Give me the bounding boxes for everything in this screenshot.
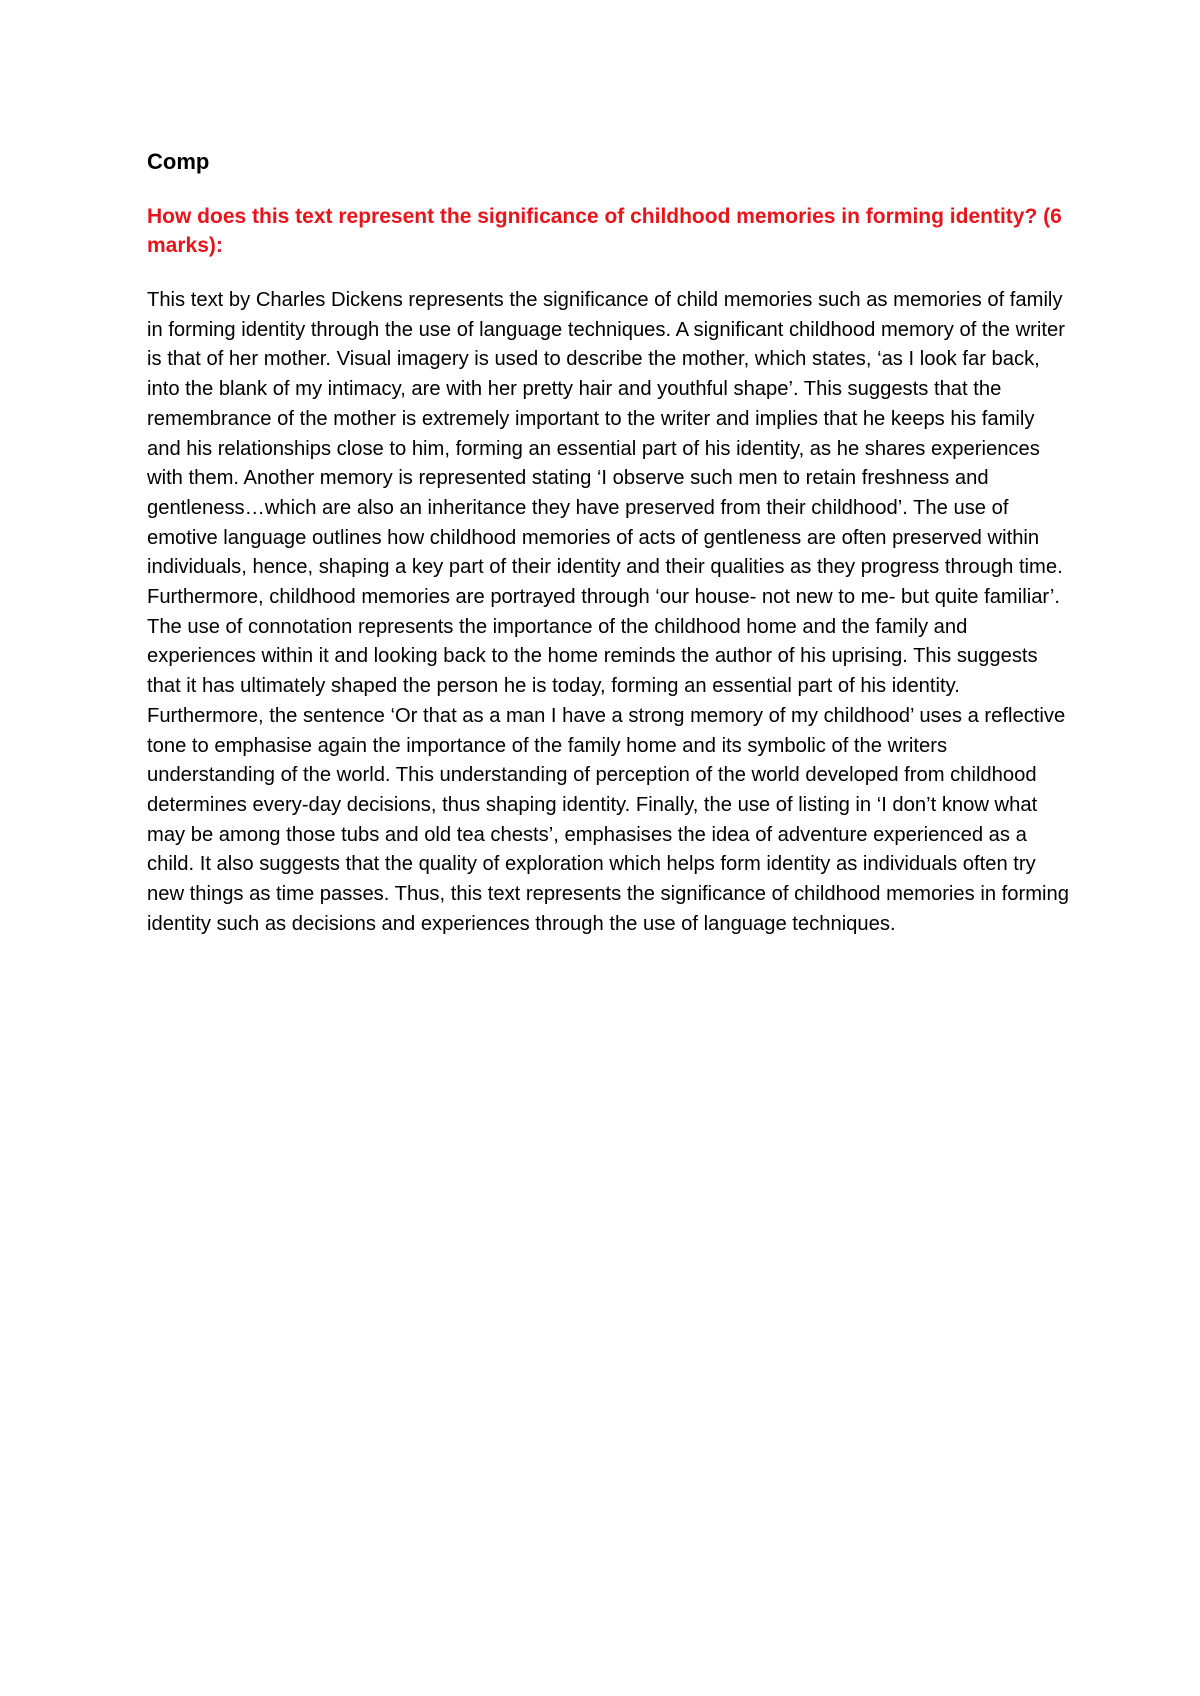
question-heading: How does this text represent the significance of childhood memories in forming identity? (6 marks): <box>147 205 1062 257</box>
section-label: Comp <box>147 149 210 174</box>
document-content <box>147 148 1072 939</box>
answer-paragraph: This text by Charles Dickens represents the significance of child memories such as memories of family in forming identity through the use of language techniques. A significant childhood memory of the writer is that of her mother. Visual imagery is used to describe the mother, which states, ‘as I look far back, into the blank of my intimacy, are with her pretty hair and youthful shape’. This suggests that the remembrance of the mother is extremely important to the writer and implies that he keeps his family and his relationships close to him, forming an essential part of his identity, as he shares experiences with them. Another memory is represented stating ‘I observe such men to retain freshness and gentleness…which are also an inheritance they have preserved from their childhood’. The use of emotive language outlines how childhood memories of acts of gentleness are often preserved within individuals, hence, shaping a key part of their identity and their qualities as they progress through time. Furthermore, childhood memories are portrayed through ‘our house- not new to me- but quite familiar’. The use of connotation represents the importance of the childhood home and the family and experiences within it and looking back to the home reminds the author of his uprising. This suggests that it has ultimately shaped the person he is today, forming an essential part of his identity. Furthermore, the sentence ‘Or that as a man I have a strong memory of my childhood’ uses a reflective tone to emphasise again the importance of the family home and its symbolic of the writers understanding of the world. This understanding of perception of the world developed from childhood determines every-day decisions, thus shaping identity. Finally, the use of listing in ‘I don’t know what may be among those tubs and old tea chests’, emphasises the idea of adventure experienced as a child. It also suggests that the quality of exploration which helps form identity as individuals often try new things as time passes. Thus, this text represents the significance of childhood memories in forming identity such as decisions and experiences through the use of language techniques. <box>147 289 1069 935</box>
